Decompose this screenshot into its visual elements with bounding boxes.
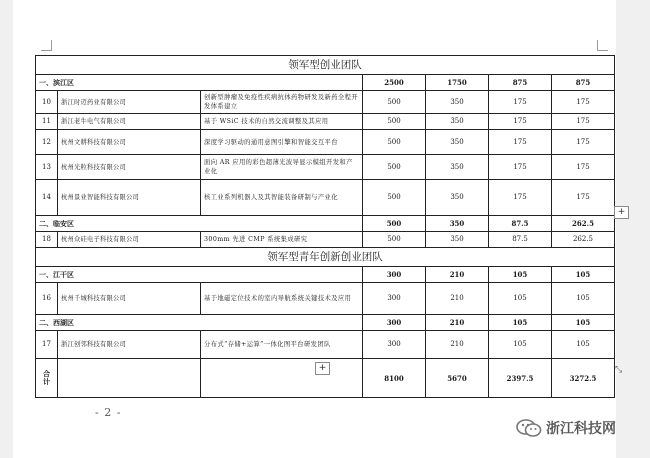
empty-cell xyxy=(58,359,201,398)
add-row-button[interactable]: + xyxy=(315,362,330,375)
value-cell: 350 xyxy=(426,180,489,216)
row-number: 12 xyxy=(36,130,58,155)
value-cell: 262.5 xyxy=(552,232,615,248)
row-number: 10 xyxy=(36,91,58,114)
table-row xyxy=(36,91,615,114)
group-total: 350 xyxy=(426,216,489,232)
row-number: 17 xyxy=(36,331,58,359)
section-title: 领军型青年创新创业团队 xyxy=(36,248,615,267)
company-name: 浙江时迈药业有限公司 xyxy=(58,91,201,114)
project-name: 创新型肿瘤及免疫性疾病抗体药物研发及新药全程开发体系建立 xyxy=(201,91,363,114)
group-total: 262.5 xyxy=(552,216,615,232)
group-header-row xyxy=(36,315,615,331)
value-cell: 300 xyxy=(363,331,426,359)
company-name: 杭州文耕科技有限公司 xyxy=(58,130,201,155)
company-name: 杭州光粒科技有限公司 xyxy=(58,155,201,180)
group-header-row xyxy=(36,216,615,232)
value-cell: 350 xyxy=(426,91,489,114)
value-cell: 175 xyxy=(552,155,615,180)
total-label xyxy=(36,359,58,398)
value-cell: 175 xyxy=(489,180,552,216)
row-number: 14 xyxy=(36,180,58,216)
value-cell: 300 xyxy=(363,283,426,315)
company-name: 杭州众硅电子科技有限公司 xyxy=(58,232,201,248)
grand-total: 8100 xyxy=(363,359,426,398)
row-number: 13 xyxy=(36,155,58,180)
value-cell: 500 xyxy=(363,91,426,114)
value-cell: 500 xyxy=(363,130,426,155)
section-title-row xyxy=(36,56,615,75)
table-row xyxy=(36,180,615,216)
value-cell: 175 xyxy=(552,91,615,114)
value-cell: 175 xyxy=(489,91,552,114)
group-total: 500 xyxy=(363,216,426,232)
document-page xyxy=(13,0,616,458)
value-cell: 105 xyxy=(552,283,615,315)
row-number: 18 xyxy=(36,232,58,248)
value-cell: 350 xyxy=(426,114,489,130)
project-name: 面向 AR 应用的彩色超薄光波导显示模组开发和产业化 xyxy=(201,155,363,180)
group-name: 二、西湖区 xyxy=(36,315,363,331)
value-cell: 175 xyxy=(489,114,552,130)
value-cell: 105 xyxy=(489,331,552,359)
total-label-line2: 计 xyxy=(43,377,50,386)
group-name: 二、临安区 xyxy=(36,216,363,232)
value-cell: 500 xyxy=(363,155,426,180)
grand-total: 2397.5 xyxy=(489,359,552,398)
group-total: 1750 xyxy=(426,75,489,91)
empty-cell xyxy=(201,359,363,398)
value-cell: 175 xyxy=(552,180,615,216)
value-cell: 500 xyxy=(363,180,426,216)
company-name: 浙江老牛电气有限公司 xyxy=(58,114,201,130)
grand-total: 5670 xyxy=(426,359,489,398)
crop-mark-top-left xyxy=(41,40,52,51)
table-row xyxy=(36,114,615,130)
group-total: 87.5 xyxy=(489,216,552,232)
group-total: 875 xyxy=(552,75,615,91)
project-name: 深度学习驱动的通用意图引擎和智能交互平台 xyxy=(201,130,363,155)
group-header-row xyxy=(36,75,615,91)
table-row xyxy=(36,155,615,180)
group-total: 105 xyxy=(489,267,552,283)
value-cell: 87.5 xyxy=(489,232,552,248)
value-cell: 105 xyxy=(552,331,615,359)
table-row xyxy=(36,130,615,155)
value-cell: 500 xyxy=(363,114,426,130)
page-number: - 2 - xyxy=(95,406,122,419)
table-row xyxy=(36,283,615,315)
value-cell: 175 xyxy=(552,130,615,155)
value-cell: 175 xyxy=(489,130,552,155)
group-name: 一、滨江区 xyxy=(36,75,363,91)
table-row xyxy=(36,232,615,248)
wechat-logo-icon xyxy=(516,418,542,438)
group-total: 105 xyxy=(552,315,615,331)
group-total: 2500 xyxy=(363,75,426,91)
group-name: 一、江干区 xyxy=(36,267,363,283)
project-name: 300mm 先进 CMP 系统集成研究 xyxy=(201,232,363,248)
group-header-row xyxy=(36,267,615,283)
grand-total: 3272.5 xyxy=(552,359,615,398)
group-total: 210 xyxy=(426,315,489,331)
company-name: 杭州千城科技有限公司 xyxy=(58,283,201,315)
value-cell: 350 xyxy=(426,130,489,155)
value-cell: 175 xyxy=(552,114,615,130)
watermark xyxy=(516,418,616,438)
group-total: 105 xyxy=(489,315,552,331)
project-name: 核工业系列机器人及其智能装备研制与产业化 xyxy=(201,180,363,216)
value-cell: 210 xyxy=(426,331,489,359)
total-label-line1: 合 xyxy=(43,369,50,378)
value-cell: 175 xyxy=(489,155,552,180)
table-row xyxy=(36,331,615,359)
crop-mark-top-right xyxy=(597,40,608,51)
table-resize-icon[interactable]: ⤡ xyxy=(615,365,623,375)
value-cell: 105 xyxy=(489,283,552,315)
group-total: 210 xyxy=(426,267,489,283)
project-name: 分布式“存储+运算”一体化图平台研发团队 xyxy=(201,331,363,359)
value-cell: 350 xyxy=(426,155,489,180)
group-total: 300 xyxy=(363,267,426,283)
row-number: 11 xyxy=(36,114,58,130)
project-name: 基于地磁定位技术的室内导航系统关键技术及应用 xyxy=(201,283,363,315)
group-total: 105 xyxy=(552,267,615,283)
group-total: 300 xyxy=(363,315,426,331)
value-cell: 500 xyxy=(363,232,426,248)
group-total: 875 xyxy=(489,75,552,91)
section-title: 领军型创业团队 xyxy=(36,56,615,75)
row-number: 16 xyxy=(36,283,58,315)
section-title-row xyxy=(36,248,615,267)
company-name: 杭州景业智能科技有限公司 xyxy=(58,180,201,216)
watermark-text: 浙江科技网 xyxy=(546,421,616,437)
project-name: 基于 WSiC 技术的自然交流调整及其应用 xyxy=(201,114,363,130)
value-cell: 350 xyxy=(426,232,489,248)
funding-table[interactable] xyxy=(35,55,615,398)
company-name: 浙江创邻科技有限公司 xyxy=(58,331,201,359)
add-column-button[interactable]: + xyxy=(614,206,629,219)
value-cell: 210 xyxy=(426,283,489,315)
